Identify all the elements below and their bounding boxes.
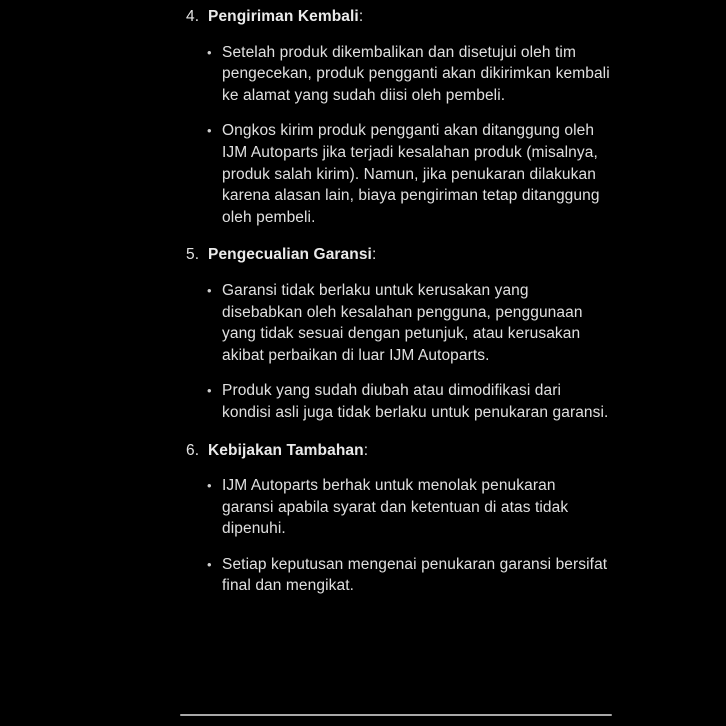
policy-content (186, 6, 610, 597)
policy-section (186, 440, 610, 598)
bullet-icon: • (207, 282, 212, 298)
section-number: 4. (186, 8, 200, 25)
bullet-icon: • (207, 556, 212, 572)
section-title: Pengecualian Garansi (208, 246, 372, 264)
section-number: 5. (186, 246, 200, 264)
list-item (186, 554, 610, 597)
section-title-wrap (208, 440, 368, 462)
list-item (186, 120, 610, 228)
list-item (186, 475, 610, 540)
bullet-text: Setiap keputusan mengenai penukaran garansi bersifat final dan mengikat. (222, 555, 608, 595)
bullet-icon: • (207, 44, 212, 60)
section-header (186, 6, 610, 28)
section-title-colon: : (363, 441, 369, 459)
section-title: Pengiriman Kembali (208, 8, 359, 25)
section-header (186, 244, 610, 266)
section-header (186, 440, 610, 462)
section-title-wrap (208, 244, 376, 266)
bullet-text: Produk yang sudah diubah atau dimodifikasi dari kondisi asli juga tidak berlaku untuk penukaran garansi. (222, 382, 609, 421)
section-title: Kebijakan Tambahan (208, 441, 364, 459)
list-item (186, 380, 610, 423)
list-item (186, 280, 610, 366)
section-title-colon: : (371, 246, 377, 264)
list-item (186, 42, 610, 107)
section-title-colon: : (358, 8, 364, 25)
bottom-divider (180, 714, 612, 716)
bullet-icon: • (207, 383, 212, 399)
bullet-text: IJM Autoparts berhak untuk menolak penukaran garansi apabila syarat dan ketentuan di atas tidak dipenuhi. (222, 477, 569, 538)
policy-section (186, 244, 610, 423)
bullet-text: Setelah produk dikembalikan dan disetujui oleh tim pengecekan, produk pengganti akan dikirimkan kembali ke alamat yang sudah diisi oleh pembeli. (222, 43, 610, 104)
bullet-icon: • (207, 123, 212, 139)
policy-section (186, 6, 610, 228)
bullet-icon: • (207, 478, 212, 494)
bullet-text: Garansi tidak berlaku untuk kerusakan yang disebabkan oleh kesalahan pengguna, penggunaan yang tidak sesuai dengan petunjuk, atau kerusakan akibat perbaikan di luar IJM Autoparts. (222, 281, 583, 364)
section-number: 6. (186, 441, 200, 459)
bullet-text: Ongkos kirim produk pengganti akan ditanggung oleh IJM Autoparts jika terjadi kesalahan produk (misalnya, produk salah kirim). Namun, jika penukaran dilakukan karena alasan lain, biaya pengiriman tetap ditanggung oleh pembeli. (222, 122, 600, 226)
section-title-wrap (208, 6, 363, 28)
